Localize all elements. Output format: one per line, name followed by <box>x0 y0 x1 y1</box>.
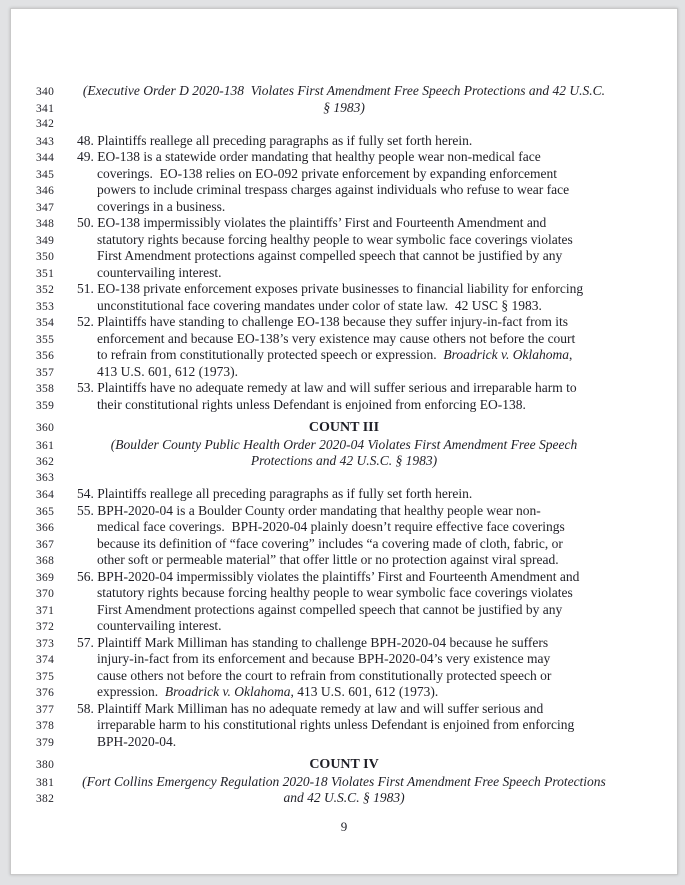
document-line <box>11 602 677 619</box>
document-line <box>11 397 677 414</box>
line-text: 55. BPH-2020-04 is a Boulder County order mandating that healthy people wear non- <box>77 502 541 518</box>
line-text: irreparable harm to his constitutional rights unless Defendant is enjoined from enforcing <box>97 717 575 732</box>
line-number: 378 <box>36 720 55 732</box>
document-line <box>11 199 677 216</box>
document-line <box>11 215 677 232</box>
line-text: statutory rights because forcing healthy people to wear symbolic face coverings violates <box>97 585 573 600</box>
line-text: 50. EO-138 impermissibly violates the plaintiffs’ First and Fourteenth Amendment and <box>77 215 547 230</box>
line-number: 352 <box>36 284 55 296</box>
line-text: (Executive Order D 2020-138 Violates First Amendment Free Speech Protections and 42 U.S.C. <box>82 83 606 98</box>
line-number: 350 <box>36 251 55 263</box>
line-number: 342 <box>36 118 55 130</box>
line-number: 381 <box>36 776 55 789</box>
line-number: 380 <box>36 759 55 771</box>
line-number: 375 <box>36 670 55 683</box>
document-line <box>11 364 677 381</box>
line-text <box>97 684 438 701</box>
line-number: 347 <box>36 201 55 214</box>
line-text-segment: to refrain from constitutionally protected speech or expression. <box>97 347 444 362</box>
line-number: 382 <box>36 793 55 805</box>
line-text: 49. EO-138 is a statewide order mandating that healthy people wear non-medical face <box>77 149 541 164</box>
document-page <box>10 8 678 875</box>
line-number: 351 <box>36 267 55 280</box>
line-text: coverings in a business. <box>97 198 226 214</box>
line-text: coverings. EO-138 relies on EO-092 private enforcement by expanding enforcement <box>97 165 557 181</box>
line-text: (Boulder County Public Health Order 2020-04 Violates First Amendment Free Speech <box>110 436 578 452</box>
document-line <box>11 668 677 685</box>
document-line <box>11 470 677 487</box>
document-line <box>11 298 677 315</box>
line-text: and 42 U.S.C. § 1983) <box>283 790 405 805</box>
document-line <box>11 281 677 298</box>
document-line <box>11 734 677 751</box>
line-number: 365 <box>36 505 55 518</box>
line-number: 348 <box>36 218 55 230</box>
line-text: cause others not before the court to refrain from constitutionally protected speech or <box>97 667 552 683</box>
line-text: 54. Plaintiffs reallege all preceding paragraphs as if fully set forth herein. <box>77 486 473 501</box>
line-number: 379 <box>36 736 55 749</box>
line-number: 340 <box>36 86 55 98</box>
line-number: 345 <box>36 168 55 181</box>
line-text: unconstitutional face covering mandates under color of state law. 42 USC § 1983. <box>97 297 542 313</box>
document-line <box>11 536 677 553</box>
line-number: 366 <box>36 522 55 534</box>
page-number: 9 <box>340 819 348 834</box>
document-line <box>11 635 677 652</box>
line-text: 413 U.S. 601, 612 (1973). <box>97 363 238 379</box>
document-line <box>11 717 677 734</box>
line-text: injury-in-fact from its enforcement and because BPH-2020-04’s very existence may <box>97 651 551 666</box>
line-text: First Amendment protections against compelled speech that cannot be justified by any <box>97 248 563 263</box>
line-text: § 1983) <box>323 99 365 115</box>
document-line <box>11 420 677 437</box>
line-text: 56. BPH-2020-04 impermissibly violates the plaintiffs’ First and Fourteenth Amendment and <box>77 568 580 584</box>
line-text: 58. Plaintiff Mark Milliman has no adequate remedy at law and will suffer serious and <box>77 700 544 716</box>
document-line <box>11 182 677 199</box>
line-number: 353 <box>36 300 55 313</box>
document-line <box>11 83 677 100</box>
line-number: 349 <box>36 234 55 247</box>
line-text: other soft or permeable material” that offer little or no protection against viral spread. <box>97 552 559 567</box>
document-line <box>11 265 677 282</box>
line-text: powers to include criminal trespass charges against individuals who refuse to wear face <box>97 182 570 197</box>
document-line <box>11 100 677 117</box>
document-line <box>11 552 677 569</box>
line-text: countervailing interest. <box>97 264 222 280</box>
document-line <box>11 519 677 536</box>
line-text: (Fort Collins Emergency Regulation 2020-18 Violates First Amendment Free Speech Protections <box>82 773 606 789</box>
document-line <box>11 585 677 602</box>
document-line <box>11 453 677 470</box>
line-text: 52. Plaintiffs have standing to challenge EO-138 because they suffer injury-in-fact from its <box>77 314 568 329</box>
line-number: 374 <box>36 654 55 666</box>
line-number: 361 <box>36 439 55 452</box>
line-number: 367 <box>36 538 55 551</box>
line-number: 343 <box>36 135 55 148</box>
document-line <box>11 149 677 166</box>
line-number: 359 <box>36 399 55 412</box>
line-number: 341 <box>36 102 55 115</box>
line-text: Protections and 42 U.S.C. § 1983) <box>250 453 438 468</box>
document-line <box>11 437 677 454</box>
document-line <box>11 347 677 364</box>
line-text: COUNT III <box>308 420 380 435</box>
line-number: 376 <box>36 687 55 699</box>
line-text: BPH-2020-04. <box>97 733 177 749</box>
line-number: 363 <box>36 471 55 484</box>
document-line <box>11 701 677 718</box>
line-number: 368 <box>36 555 55 567</box>
line-number: 346 <box>36 185 55 197</box>
line-text: because its definition of “face covering” includes “a covering made of cloth, fabric, or <box>97 535 563 551</box>
document-body <box>11 83 677 807</box>
line-number: 371 <box>36 604 55 617</box>
line-number: 369 <box>36 571 55 584</box>
line-text-segment: expression. <box>97 684 165 699</box>
case-citation: Broadrick v. Oklahoma <box>164 684 291 699</box>
line-text: enforcement and because EO-138’s very existence may cause others not before the court <box>97 330 576 346</box>
line-number: 344 <box>36 152 55 164</box>
line-text-segment: , 413 U.S. 601, 612 (1973). <box>290 684 439 699</box>
document-line <box>11 651 677 668</box>
line-text: medical face coverings. BPH-2020-04 plainly doesn’t require effective face coverings <box>97 519 565 534</box>
document-line <box>11 684 677 701</box>
line-number: 355 <box>36 333 55 346</box>
line-text-segment: , <box>569 347 573 362</box>
document-line <box>11 618 677 635</box>
line-number: 370 <box>36 588 55 600</box>
line-number: 364 <box>36 489 55 501</box>
document-line <box>11 790 677 807</box>
document-line <box>11 331 677 348</box>
line-number: 354 <box>36 317 55 329</box>
line-text: statutory rights because forcing healthy people to wear symbolic face coverings violates <box>97 231 573 247</box>
case-citation: Broadrick v. Oklahoma <box>443 347 569 362</box>
document-line <box>11 569 677 586</box>
document-line <box>11 380 677 397</box>
document-line <box>11 314 677 331</box>
document-line <box>11 133 677 150</box>
line-number: 356 <box>36 350 55 362</box>
document-line <box>11 116 677 133</box>
line-text: First Amendment protections against compelled speech that cannot be justified by any <box>97 601 563 617</box>
document-line <box>11 757 677 774</box>
line-text: 57. Plaintiff Mark Milliman has standing to challenge BPH-2020-04 because he suffers <box>77 634 549 650</box>
line-number: 372 <box>36 621 55 633</box>
document-line <box>11 486 677 503</box>
line-number: 377 <box>36 703 55 716</box>
document-line <box>11 248 677 265</box>
line-number: 373 <box>36 637 55 650</box>
line-number: 357 <box>36 366 55 379</box>
document-line <box>11 166 677 183</box>
line-number: 360 <box>36 422 55 434</box>
line-text <box>97 347 572 364</box>
line-text: countervailing interest. <box>97 618 222 633</box>
document-line <box>11 232 677 249</box>
line-text: 53. Plaintiffs have no adequate remedy at law and will suffer serious and irreparable harm to <box>77 380 577 395</box>
line-text: 51. EO-138 private enforcement exposes private businesses to financial liability for enforcing <box>77 281 584 296</box>
document-line <box>11 503 677 520</box>
document-line <box>11 774 677 791</box>
line-text: their constitutional rights unless Defendant is enjoined from enforcing EO-138. <box>97 396 526 412</box>
line-text: 48. Plaintiffs reallege all preceding paragraphs as if fully set forth herein. <box>77 132 473 148</box>
line-number: 362 <box>36 456 55 468</box>
line-text: COUNT IV <box>309 757 379 772</box>
line-number: 358 <box>36 383 55 395</box>
